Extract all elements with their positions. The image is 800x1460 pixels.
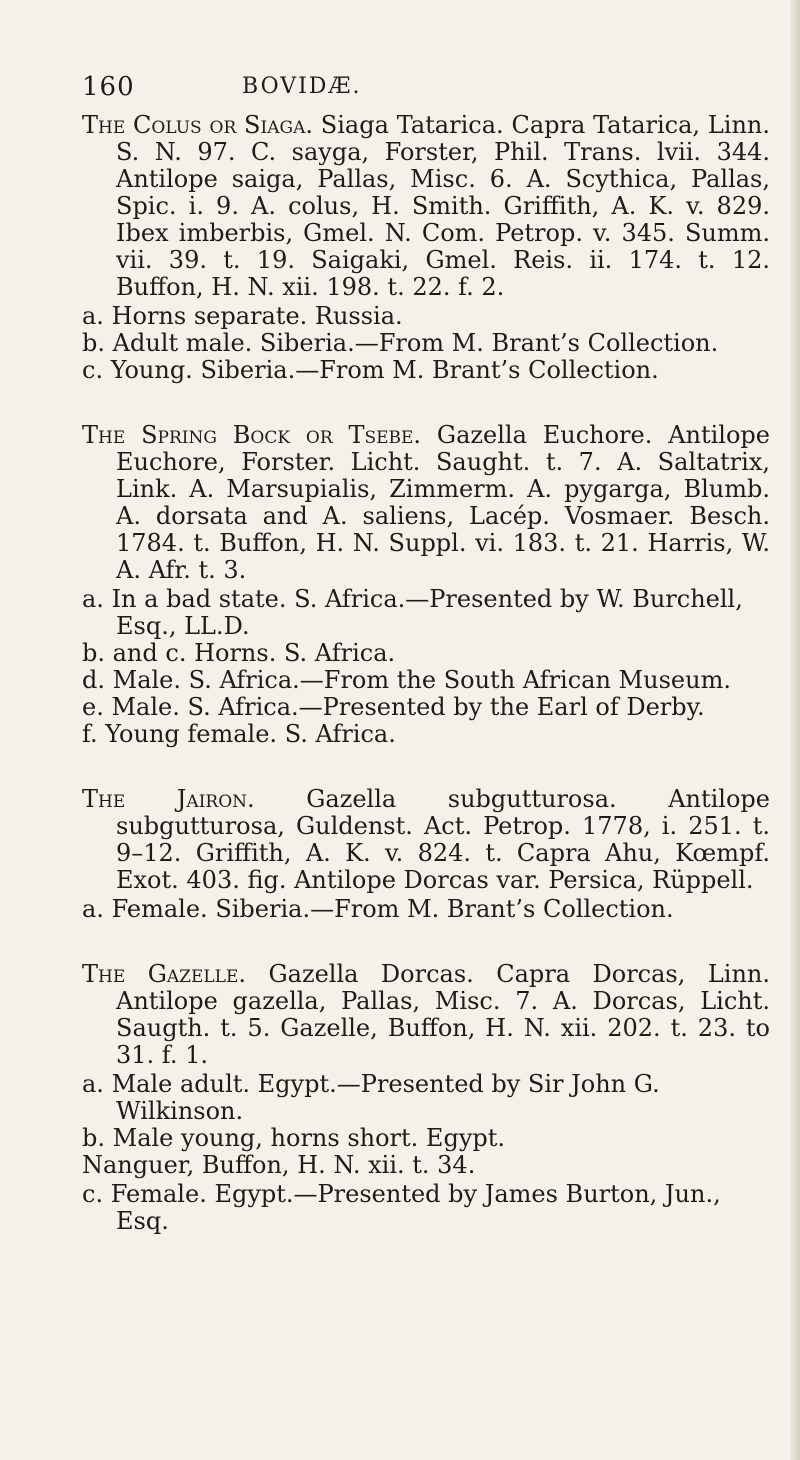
- common-name: The Spring Bock or Tsebe.: [82, 421, 422, 449]
- synonymy: Gazella Euchore. Antilope Euchore, Forster. Licht. Saught. t. 7. A. Saltatrix, Link. A. Marsupialis, Zimmerm. A. pygarga, Blumb. A. dorsata and A. saliens, Lacép. Vosmaer. Besch. 1784. t. Buffon, H. N. Suppl. vi. 183. t. 21. Harris, W. A. Afr. t. 3.: [116, 421, 770, 584]
- specimen-item: b. Adult male. Siberia.—From M. Brant’s Collection.: [82, 329, 719, 357]
- specimen-item: f. Young female. S. Africa.: [82, 720, 396, 748]
- common-name: The Jairon.: [82, 785, 255, 813]
- specimen-list: [82, 586, 770, 748]
- sub-reference: Nanguer, Buffon, H. N. xii. t. 34.: [82, 1151, 476, 1179]
- species-entry-saiga: [82, 112, 770, 384]
- species-entry-springbok: [82, 422, 770, 748]
- entry-heading: [82, 961, 770, 1069]
- specimen-item: b. Male young, horns short. Egypt.: [82, 1124, 506, 1152]
- specimen-list: [82, 1071, 770, 1152]
- entry-heading: [82, 786, 770, 894]
- species-entry-jairon: [82, 786, 770, 923]
- page-edge: [790, 0, 800, 1460]
- specimen-list: [82, 303, 770, 384]
- common-name: The Gazelle.: [82, 960, 246, 988]
- specimen-item: b. and c. Horns. S. Africa.: [82, 639, 396, 667]
- specimen-item: e. Male. S. Africa.—Presented by the Earl of Derby.: [82, 693, 705, 721]
- entry-heading: [82, 112, 770, 301]
- specimen-item: a. Female. Siberia.—From M. Brant’s Collection.: [82, 895, 674, 923]
- synonymy: Gazella subgutturosa. Antilope subgutturosa, Guldenst. Act. Petrop. 1778, i. 251. t. 9–12. Griffith, A. K. v. 824. t. Capra Ahu, Kœmpf. Exot. 403. fig. Antilope Dorcas var. Persica, Rüppell.: [116, 785, 770, 894]
- specimen-item: c. Female. Egypt.—Presented by James Burton, Jun., Esq.: [82, 1180, 721, 1235]
- specimen-item: c. Young. Siberia.—From M. Brant’s Collection.: [82, 356, 659, 384]
- specimen-item: a. Horns separate. Russia.: [82, 302, 403, 330]
- running-title: BOVIDÆ.: [242, 74, 362, 99]
- synonymy: Gazella Dorcas. Capra Dorcas, Linn. Antilope gazella, Pallas, Misc. 7. A. Dorcas, Licht. Saugth. t. 5. Gazelle, Buffon, H. N. xii. 202. t. 23. to 31. f. 1.: [116, 960, 770, 1069]
- specimen-item: a. Male adult. Egypt.—Presented by Sir John G. Wilkinson.: [82, 1070, 660, 1125]
- specimen-list: [82, 896, 770, 923]
- running-head: [82, 72, 770, 112]
- specimen-list: [82, 1181, 770, 1235]
- synonymy: Siaga Tatarica. Capra Tatarica, Linn. S. N. 97. C. sayga, Forster, Phil. Trans. lvii. 344. Antilope saiga, Pallas, Misc. 6. A. Scythica, Pallas, Spic. i. 9. A. colus, H. Smith. Griffith, A. K. v. 829. Ibex imberbis, Gmel. N. Com. Petrop. v. 345. Summ. vii. 39. t. 19. Saigaki, Gmel. Reis. ii. 174. t. 12. Buffon, H. N. xii. 198. t. 22. f. 2.: [116, 111, 770, 301]
- specimen-item: a. In a bad state. S. Africa.—Presented by W. Burchell, Esq., LL.D.: [82, 585, 743, 640]
- page-number: 160: [82, 72, 135, 102]
- entry-heading: [82, 422, 770, 584]
- specimen-item: d. Male. S. Africa.—From the South African Museum.: [82, 666, 731, 694]
- species-entry-gazelle: [82, 961, 770, 1235]
- common-name: The Colus or Siaga.: [82, 111, 313, 139]
